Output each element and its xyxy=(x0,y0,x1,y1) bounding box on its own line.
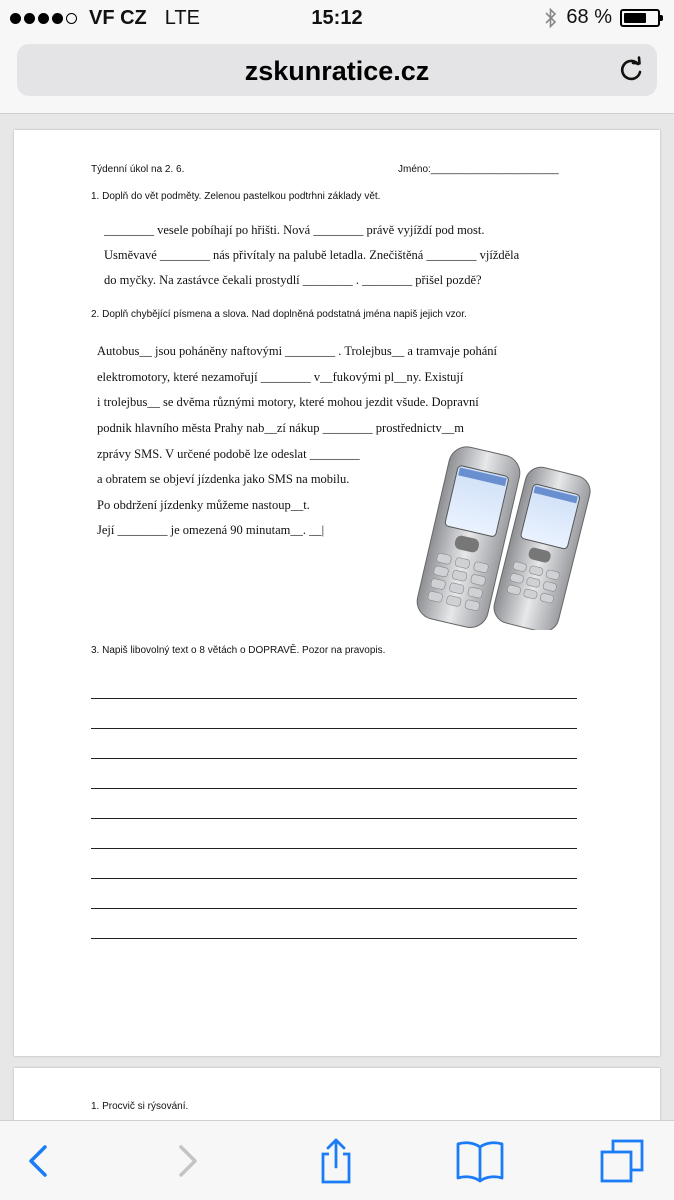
network-type: LTE xyxy=(164,7,200,29)
book-icon xyxy=(455,1139,505,1183)
share-icon xyxy=(316,1137,356,1185)
reload-icon[interactable] xyxy=(617,56,645,84)
task1-line-1: ________ vesele pobíhají po hřišti. Nová ________ právě vyjíždí pod most. xyxy=(104,223,485,237)
tabs-button[interactable] xyxy=(594,1133,650,1189)
address-bar[interactable] xyxy=(17,44,657,96)
task2-line-1: Autobus__ jsou poháněny naftovými ________ . Trolejbus__ a tramvaje pohání xyxy=(97,344,497,358)
answer-line xyxy=(91,848,577,849)
answer-line xyxy=(91,878,577,879)
browser-toolbar xyxy=(0,1120,674,1200)
forward-button[interactable] xyxy=(160,1133,216,1189)
task2-line-7: Po obdržení jízdenky můžeme nastoup__t. xyxy=(97,498,310,512)
task3-title: 3. Napiš libovolný text o 8 větách o DOPRAVĚ. Pozor na pravopis. xyxy=(91,645,386,656)
task2-title: 2. Doplň chybějící písmena a slova. Nad doplněná podstatná jména napiš jejich vzor. xyxy=(91,309,467,320)
answer-line xyxy=(91,728,577,729)
back-button[interactable] xyxy=(10,1133,66,1189)
tabs-icon xyxy=(599,1138,645,1184)
address-bar-area xyxy=(0,38,674,114)
worksheet-name-field: Jméno:_______________________ xyxy=(398,164,559,175)
url-text[interactable]: zskunratice.cz xyxy=(244,56,430,86)
bookmarks-button[interactable] xyxy=(452,1133,508,1189)
task2-line-5: zprávy SMS. V určené podobě lze odeslat ________ xyxy=(97,447,360,461)
task2-line-4: podnik hlavního města Prahy nab__zí nákup ________ prostřednictv__m xyxy=(97,421,464,435)
task2-line-8: Její ________ je omezená 90 minutam__. __| xyxy=(97,523,325,537)
answer-line xyxy=(91,698,577,699)
task2-line-3: i trolejbus__ se dvěma různými motory, které mohou jezdit všude. Dopravní xyxy=(97,395,479,409)
battery-icon xyxy=(620,9,660,27)
bluetooth-icon xyxy=(544,7,558,29)
status-right xyxy=(544,6,660,29)
task1-line-2: Usměvavé ________ nás přivítaly na palubě letadla. Znečištěná ________ vjížděla xyxy=(104,248,520,262)
document-page-2 xyxy=(14,1068,660,1128)
chevron-right-icon xyxy=(173,1143,203,1179)
answer-line xyxy=(91,908,577,909)
status-bar xyxy=(0,0,674,38)
chevron-left-icon xyxy=(23,1143,53,1179)
battery-level xyxy=(624,13,646,23)
answer-line xyxy=(91,788,577,789)
status-time: 15:12 xyxy=(311,7,363,29)
carrier-name: VF CZ xyxy=(89,7,147,29)
worksheet-header-left: Týdenní úkol na 2. 6. xyxy=(91,164,185,175)
task1-line-3: do myčky. Na zastávce čekali prostydlí ________ . ________ přišel pozdě? xyxy=(104,273,482,287)
document-page-1 xyxy=(14,130,660,1056)
mobile-phones-illustration xyxy=(394,440,594,630)
task2-line-6: a obratem se objeví jízdenka jako SMS na mobilu. xyxy=(97,472,350,486)
task2-line-2: elektromotory, které nezamořují ________ v__fukovými pl__ny. Existují xyxy=(97,370,464,384)
answer-line xyxy=(91,758,577,759)
share-button[interactable] xyxy=(308,1133,364,1189)
answer-line xyxy=(91,818,577,819)
answer-line xyxy=(91,938,577,939)
page2-task-title: 1. Procvič si rýsování. xyxy=(91,1101,189,1112)
task1-title: 1. Doplň do vět podměty. Zelenou pastelkou podtrhni základy vět. xyxy=(91,191,381,202)
battery-percent: 68 % xyxy=(566,6,612,28)
